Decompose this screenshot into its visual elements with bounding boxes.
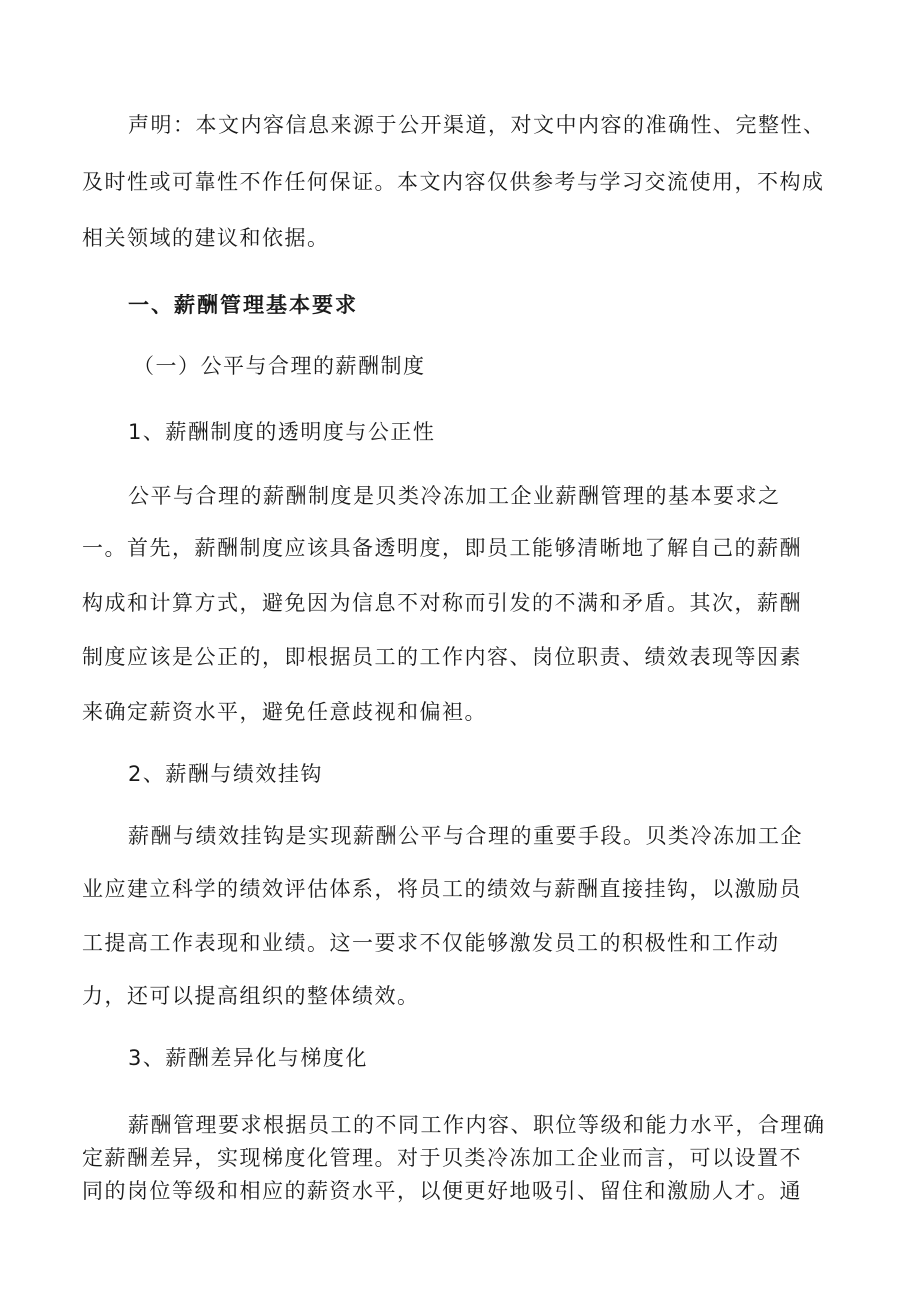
disclaimer-line: 相关领域的建议和依据。 — [82, 226, 330, 250]
paragraph-line: 力，还可以提高组织的整体绩效。 — [82, 984, 420, 1008]
item-heading: 1、薪酬制度的透明度与公正性 — [128, 420, 436, 444]
section-heading: 一、薪酬管理基本要求 — [128, 293, 358, 317]
subsection-heading: （一）公平与合理的薪酬制度 — [133, 354, 426, 378]
paragraph-line: 工提高工作表现和业绩。这一要求不仅能够激发员工的积极性和工作动 — [82, 931, 780, 955]
item-heading: 3、薪酬差异化与梯度化 — [128, 1046, 368, 1070]
paragraph-line: 构成和计算方式，避免因为信息不对称而引发的不满和矛盾。其次，薪酬 — [82, 591, 802, 615]
paragraph-line: 制度应该是公正的，即根据员工的工作内容、岗位职责、绩效表现等因素 — [82, 645, 802, 669]
paragraph-line: 来确定薪资水平，避免任意歧视和偏袒。 — [82, 700, 487, 724]
item-heading: 2、薪酬与绩效挂钩 — [128, 762, 323, 786]
paragraph-line: 一。首先，薪酬制度应该具备透明度，即员工能够清晰地了解自己的薪酬 — [82, 536, 802, 560]
paragraph-line: 公平与合理的薪酬制度是贝类冷冻加工企业薪酬管理的基本要求之 — [128, 484, 781, 508]
disclaimer-line: 及时性或可靠性不作任何保证。本文内容仅供参考与学习交流使用，不构成 — [82, 170, 825, 194]
paragraph-line: 薪酬与绩效挂钩是实现薪酬公平与合理的重要手段。贝类冷冻加工企 — [128, 824, 803, 848]
paragraph-line: 定薪酬差异，实现梯度化管理。对于贝类冷冻加工企业而言，可以设置不 — [82, 1146, 802, 1170]
paragraph-line: 薪酬管理要求根据员工的不同工作内容、职位等级和能力水平，合理确 — [128, 1113, 826, 1137]
paragraph-line: 业应建立科学的绩效评估体系，将员工的绩效与薪酬直接挂钩，以激励员 — [82, 877, 802, 901]
paragraph-line: 同的岗位等级和相应的薪资水平，以便更好地吸引、留住和激励人才。通 — [82, 1179, 802, 1203]
disclaimer-line: 声明：本文内容信息来源于公开渠道，对文中内容的准确性、完整性、 — [128, 113, 826, 137]
